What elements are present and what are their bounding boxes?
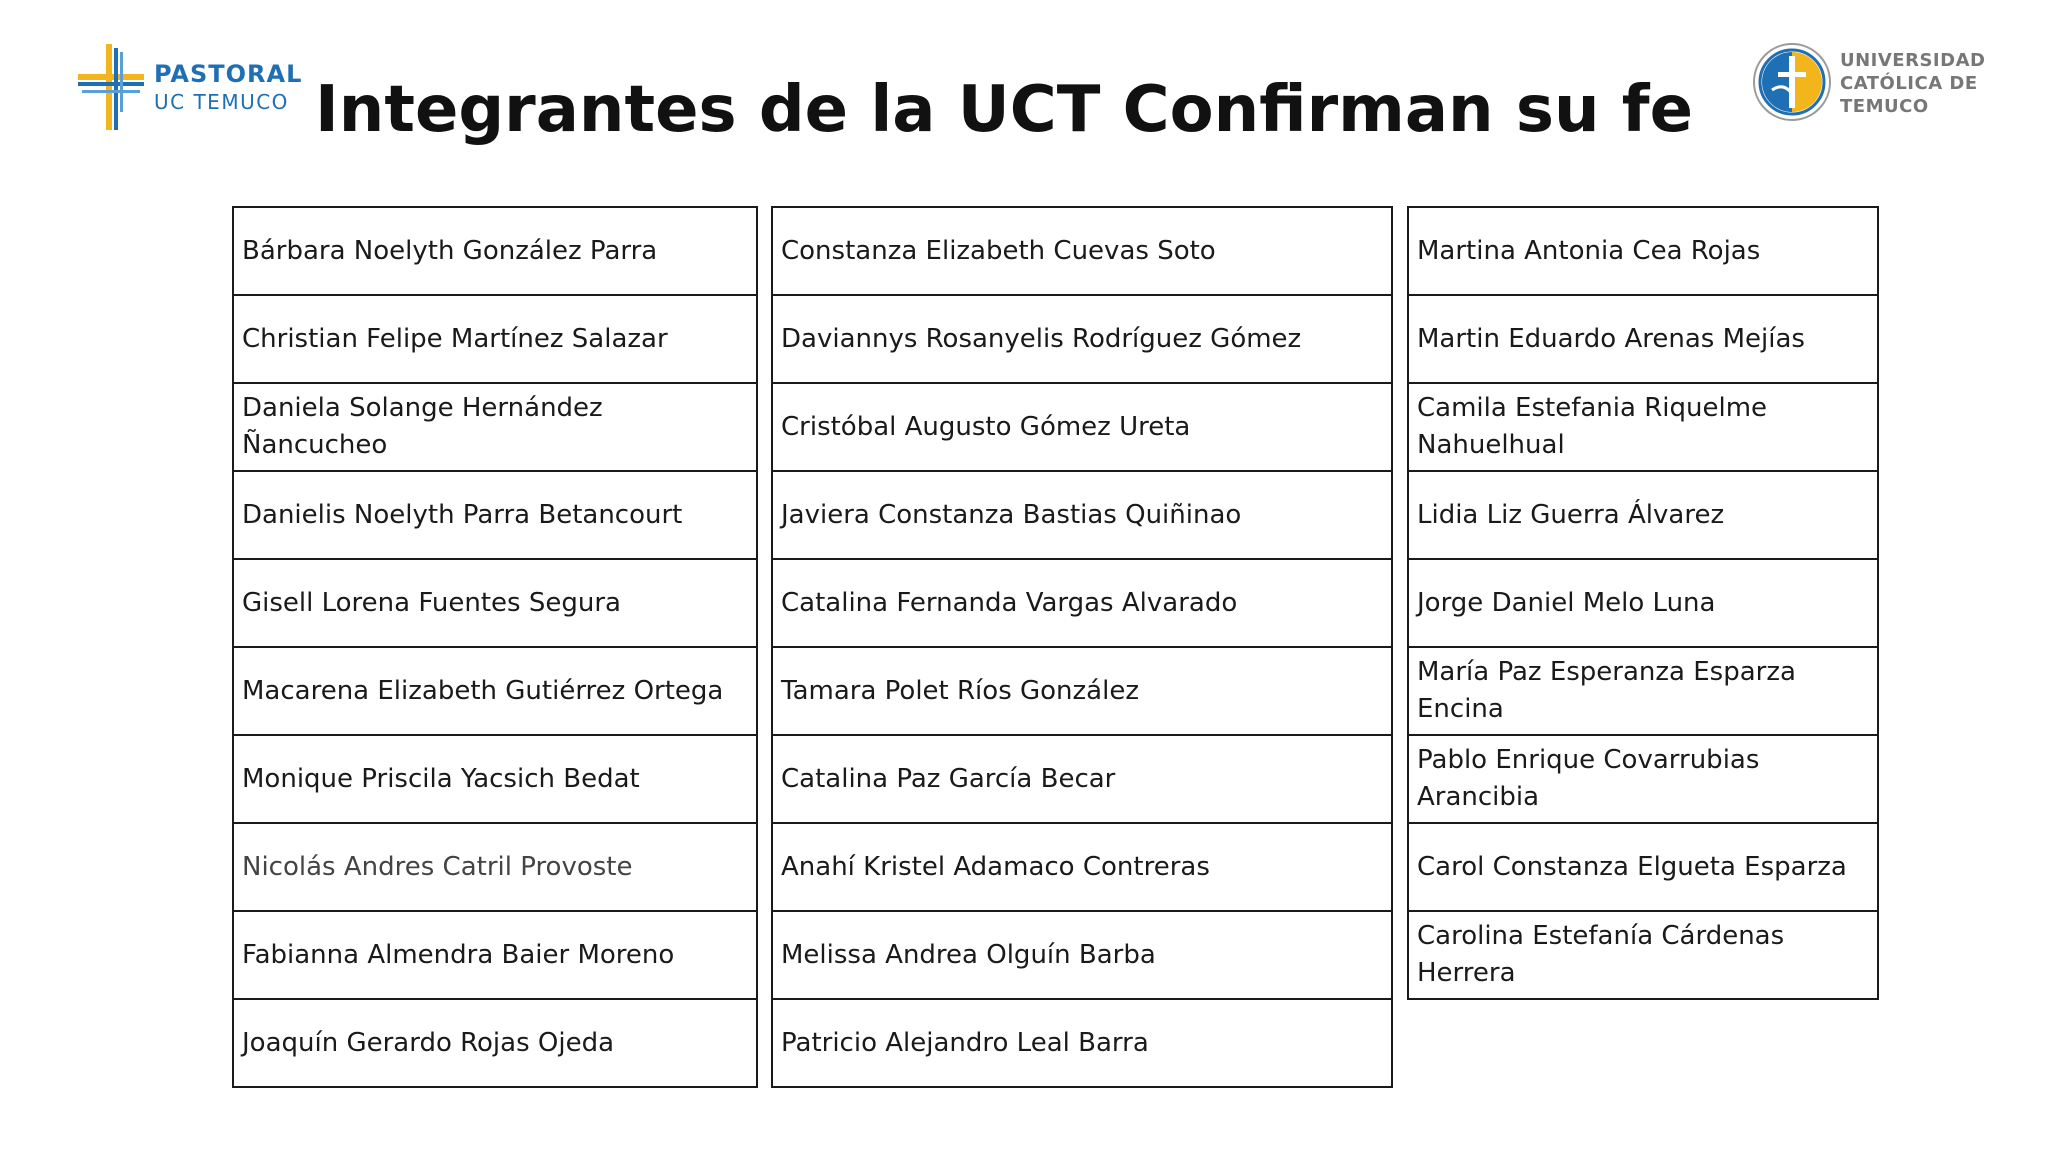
name-cell: Danielis Noelyth Parra Betancourt xyxy=(232,470,758,560)
name-cell: Javiera Constanza Bastias Quiñinao xyxy=(771,470,1393,560)
name-cell: María Paz Esperanza Esparza Encina xyxy=(1407,646,1879,736)
name-cell: Daniela Solange Hernández Ñancucheo xyxy=(232,382,758,472)
names-table-column-3 xyxy=(1407,206,1879,1000)
name-cell: Fabianna Almendra Baier Moreno xyxy=(232,910,758,1000)
name-cell: Lidia Liz Guerra Álvarez xyxy=(1407,470,1879,560)
uct-logo-line2: CATÓLICA DE xyxy=(1840,73,1978,94)
name-cell: Carol Constanza Elgueta Esparza xyxy=(1407,822,1879,912)
name-cell: Cristóbal Augusto Gómez Ureta xyxy=(771,382,1393,472)
name-cell: Macarena Elizabeth Gutiérrez Ortega xyxy=(232,646,758,736)
name-cell: Patricio Alejandro Leal Barra xyxy=(771,998,1393,1088)
name-cell: Martin Eduardo Arenas Mejías xyxy=(1407,294,1879,384)
name-cell: Anahí Kristel Adamaco Contreras xyxy=(771,822,1393,912)
names-table-column-2 xyxy=(771,206,1393,1088)
page-title-text: Integrantes de la UCT Confirman su fe xyxy=(314,73,1694,147)
name-cell: Monique Priscila Yacsich Bedat xyxy=(232,734,758,824)
name-cell: Constanza Elizabeth Cuevas Soto xyxy=(771,206,1393,296)
name-cell: Catalina Fernanda Vargas Alvarado xyxy=(771,558,1393,648)
name-cell: Martina Antonia Cea Rojas xyxy=(1407,206,1879,296)
names-table-column-1 xyxy=(232,206,758,1088)
uct-logo xyxy=(1752,42,1992,132)
name-cell: Nicolás Andres Catril Provoste xyxy=(232,822,758,912)
name-cell: Daviannys Rosanyelis Rodríguez Gómez xyxy=(771,294,1393,384)
pastoral-logo-line2: UC TEMUCO xyxy=(154,90,289,114)
name-cell: Jorge Daniel Melo Luna xyxy=(1407,558,1879,648)
pastoral-logo-line1: PASTORAL xyxy=(154,60,303,88)
name-cell: Melissa Andrea Olguín Barba xyxy=(771,910,1393,1000)
uct-logo-line1: UNIVERSIDAD xyxy=(1840,50,1986,71)
name-cell: Gisell Lorena Fuentes Segura xyxy=(232,558,758,648)
name-cell: Tamara Polet Ríos González xyxy=(771,646,1393,736)
name-cell: Joaquín Gerardo Rojas Ojeda xyxy=(232,998,758,1088)
name-cell: Bárbara Noelyth González Parra xyxy=(232,206,758,296)
uct-emblem-icon xyxy=(1752,42,1832,122)
name-cell: Pablo Enrique Covarrubias Arancibia xyxy=(1407,734,1879,824)
uct-logo-line3: TEMUCO xyxy=(1840,96,1929,117)
name-cell: Carolina Estefanía Cárdenas Herrera xyxy=(1407,910,1879,1000)
name-cell: Catalina Paz García Becar xyxy=(771,734,1393,824)
name-cell: Christian Felipe Martínez Salazar xyxy=(232,294,758,384)
name-cell: Camila Estefania Riquelme Nahuelhual xyxy=(1407,382,1879,472)
